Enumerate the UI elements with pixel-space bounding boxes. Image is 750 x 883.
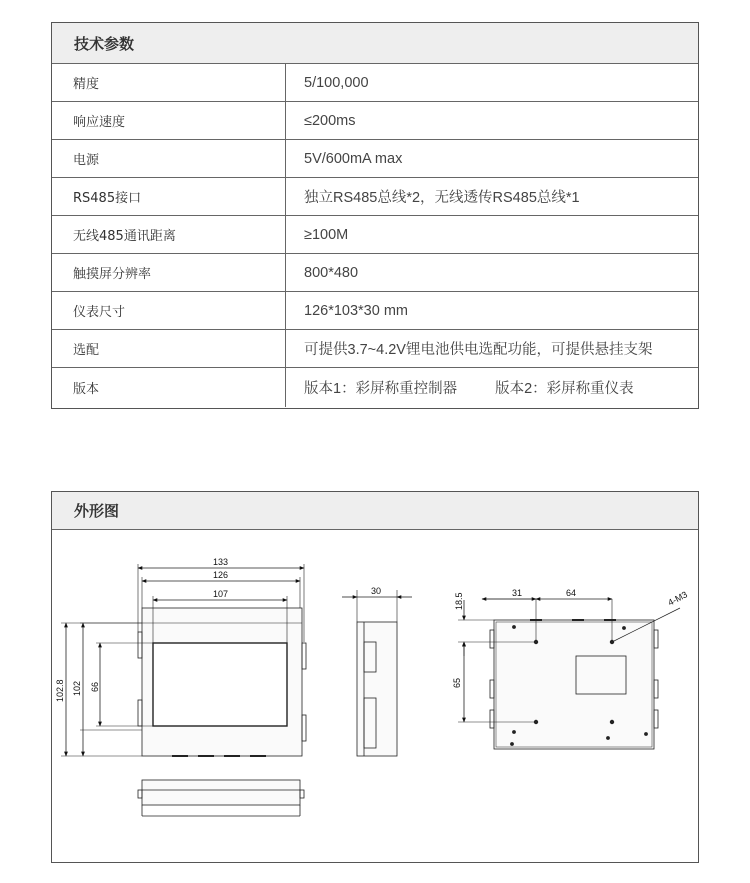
- spec-row-rs485: [52, 178, 698, 216]
- spec-table-title: 技术参数: [52, 23, 698, 64]
- spec-value: 126*103*30 mm: [304, 302, 408, 319]
- spec-row-precision: [52, 64, 698, 102]
- spec-value: 5/100,000: [304, 74, 369, 91]
- spec-label: 版本: [52, 368, 286, 407]
- dim-4-m3: 4-M3: [666, 589, 690, 608]
- dim-31: 31: [512, 588, 523, 598]
- dim-64: 64: [566, 588, 577, 598]
- spec-row-version: [52, 368, 698, 407]
- dim-107: 107: [213, 589, 229, 599]
- spec-label: 仪表尺寸: [52, 292, 286, 329]
- spec-value: 5V/600mA max: [304, 150, 403, 167]
- dim-30: 30: [371, 586, 382, 596]
- dim-66: 66: [90, 681, 100, 692]
- dim-126: 126: [213, 570, 229, 580]
- spec-row-options: [52, 330, 698, 368]
- bottom-view: [138, 780, 304, 816]
- spec-value: 独立RS485总线*2，无线透传RS485总线*1: [304, 190, 580, 206]
- spec-label: 选配: [52, 330, 286, 367]
- spec-label: 电源: [52, 140, 286, 177]
- outline-title: 外形图: [52, 492, 698, 530]
- dim-18-5: 18.5: [454, 592, 464, 610]
- spec-row-response: [52, 102, 698, 140]
- dim-102: 102: [72, 680, 82, 696]
- outline-drawing-panel: [51, 491, 699, 863]
- spec-label: 无线485通讯距离: [52, 216, 286, 253]
- spec-row-wireless-range: [52, 216, 698, 254]
- version-1-text: 版本1：彩屏称重控制器: [304, 381, 458, 397]
- outline-drawing: [52, 530, 698, 862]
- spec-row-power: [52, 140, 698, 178]
- version-2-text: 版本2：彩屏称重仪表: [495, 381, 634, 397]
- dim-65: 65: [452, 677, 462, 688]
- front-view: [61, 564, 306, 756]
- dim-133: 133: [213, 557, 229, 567]
- spec-label: 精度: [52, 64, 286, 101]
- spec-label: 触摸屏分辨率: [52, 254, 286, 291]
- spec-value: ≤200ms: [304, 112, 356, 129]
- spec-value: 可提供3.7~4.2V锂电池供电选配功能，可提供悬挂支架: [304, 342, 653, 358]
- spec-row-size: [52, 292, 698, 330]
- dim-102-8: 102.8: [55, 679, 65, 702]
- spec-label: 响应速度: [52, 102, 286, 139]
- spec-value: [286, 368, 698, 407]
- spec-table: [51, 22, 699, 409]
- spec-value: ≥100M: [304, 226, 349, 243]
- spec-label: RS485接口: [52, 178, 286, 215]
- spec-row-resolution: [52, 254, 698, 292]
- spec-value: 800*480: [304, 264, 359, 281]
- back-view: [458, 599, 680, 749]
- side-view: [342, 590, 412, 756]
